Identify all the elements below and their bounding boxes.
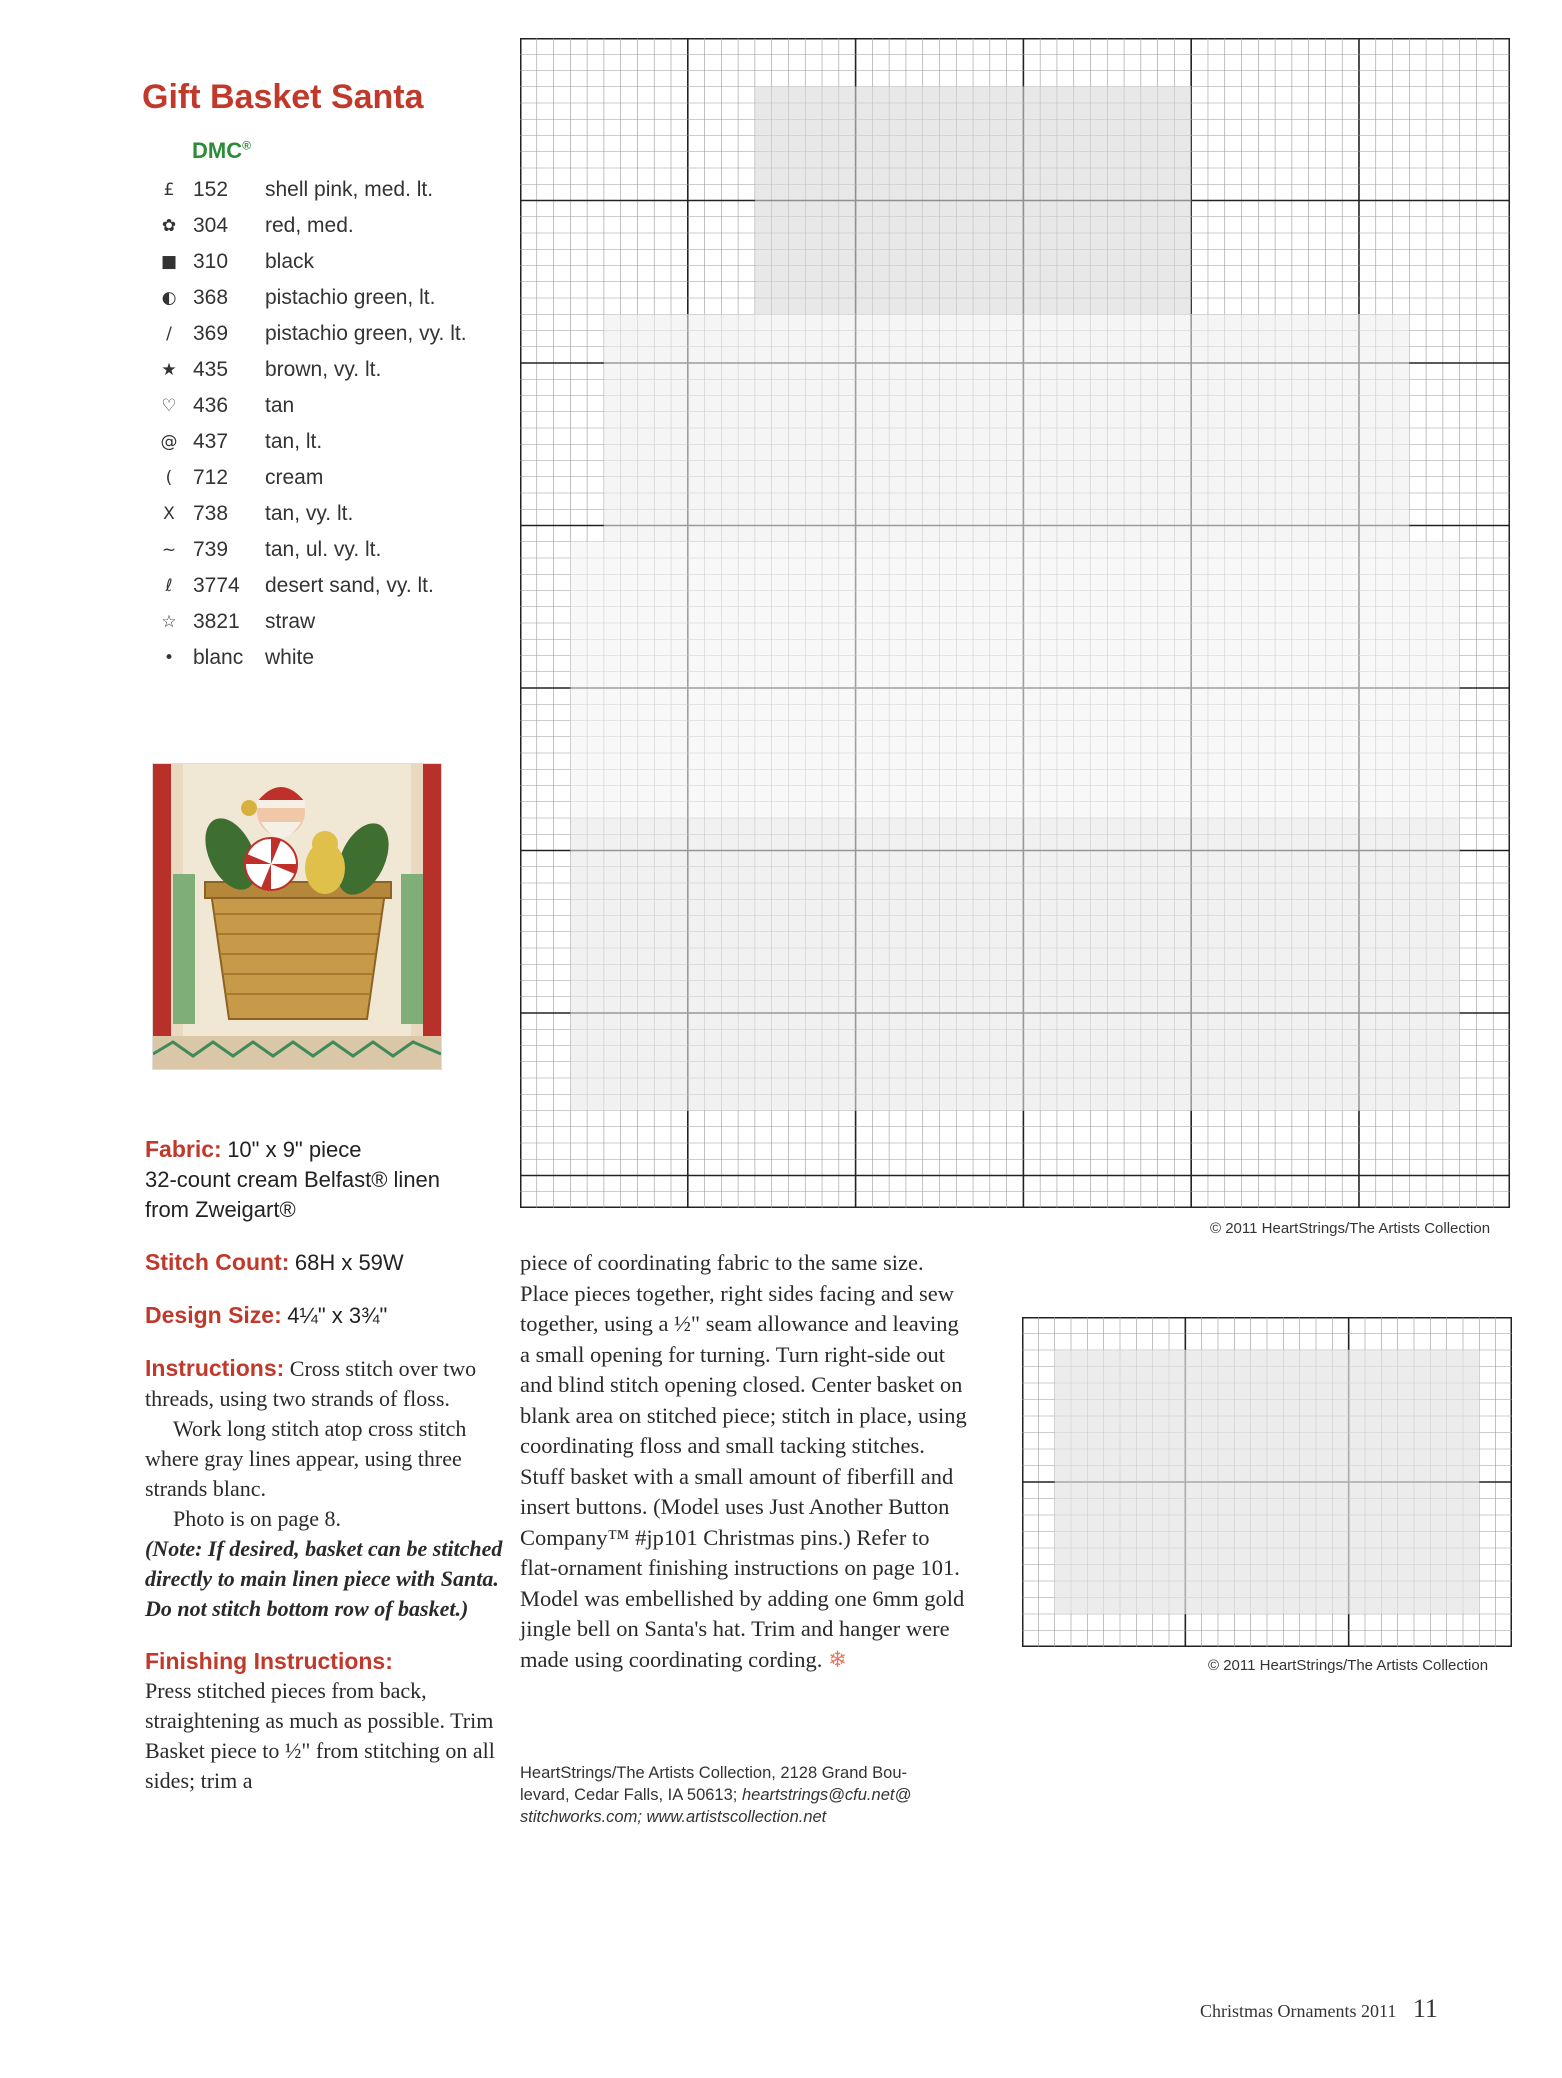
legend-name: tan: [265, 394, 295, 417]
legend-symbol: X: [163, 504, 175, 524]
legend-row: [145, 388, 485, 424]
legend-name: pistachio green, vy. lt.: [265, 322, 467, 345]
fabric-info: [145, 1134, 515, 1225]
color-key: [145, 172, 485, 676]
legend-name: brown, vy. lt.: [265, 358, 382, 381]
legend-number: 368: [193, 286, 229, 309]
legend-name: straw: [265, 610, 316, 633]
legend-number: 712: [193, 466, 229, 489]
legend-symbol: ♡: [161, 396, 177, 416]
stitch-count-value: 68H x 59W: [294, 1250, 404, 1275]
legend-symbol: ✿: [161, 216, 177, 236]
legend-number: 304: [193, 214, 229, 237]
legend-row: [145, 208, 485, 244]
instructions-label: Instructions:: [145, 1355, 285, 1381]
page-title: Gift Basket Santa: [142, 78, 424, 116]
publication-name: Christmas Ornaments 2011: [1200, 2001, 1397, 2021]
finishing-p2: piece of coordinating fabric to the same size. Place pieces together, right sides facing and sew together, using a ½" seam allowance and leaving a small opening for turning. Turn right-side out and blind stitch opening closed. Center basket on blank area on stitched piece; stitch in place, using coordinating floss and small tacking stitches. Stuff basket with a small amount of fiberfill and insert buttons. (Model uses Just Another Button Company™ #jp101 Christmas pins.) Refer to flat-ornament finishing instructions on page 101. Model was embellished by adding one 6mm gold jingle bell on Santa's hat. Trim and hanger were made using coordinating cording.: [520, 1250, 967, 1672]
legend-name: tan, vy. lt.: [265, 502, 354, 525]
legend-number: 152: [193, 178, 229, 201]
finishing-instructions: [145, 1646, 515, 1796]
legend-symbol: £: [163, 180, 175, 200]
fabric-label: Fabric:: [145, 1136, 222, 1162]
legend-row: [145, 460, 485, 496]
legend-symbol: ★: [161, 360, 177, 380]
legend-row: [145, 640, 485, 676]
finishing-continued: [520, 1248, 970, 1675]
design-size-value: 4¼" x 3¾": [287, 1303, 388, 1328]
ornament-photo: [152, 763, 442, 1070]
legend-name: cream: [265, 466, 324, 489]
legend-symbol: •: [163, 648, 175, 668]
instructions-p3: Photo is on page 8.: [173, 1506, 342, 1531]
supplier-address: HeartStrings/The Artists Collection, 2128 Grand Bou- levard, Cedar Falls, IA 50613; heartstrings@cfu.net@ stitchworks.com; www.artistscollection.net: [520, 1764, 912, 1826]
legend-name: shell pink, med. lt.: [265, 178, 434, 201]
design-size: [145, 1300, 515, 1331]
legend-number: 437: [193, 430, 229, 453]
legend-number: 369: [193, 322, 229, 345]
legend-symbol: ■: [160, 252, 178, 272]
legend-row: [145, 604, 485, 640]
legend-row: [145, 244, 485, 280]
legend-symbol: /: [166, 324, 172, 344]
fabric-value: 10" x 9" piece: [227, 1137, 362, 1162]
legend-name: black: [265, 250, 315, 273]
legend-symbol: ☆: [161, 612, 177, 632]
stitch-count: [145, 1247, 515, 1278]
instructions-p1: Cross stitch over two threads, using two strands of floss.: [145, 1356, 477, 1411]
basket-chart-copyright: © 2011 HeartStrings/The Artists Collection: [1208, 1657, 1489, 1674]
legend-row: [145, 280, 485, 316]
instructions: [145, 1353, 515, 1624]
legend-symbol: @: [160, 432, 178, 452]
dmc-heading: DMC®: [192, 138, 251, 163]
legend-number: 3821: [193, 610, 240, 633]
basket-stitch-chart: [1022, 1317, 1512, 1647]
chart-copyright: © 2011 HeartStrings/The Artists Collection: [1210, 1220, 1491, 1237]
legend-number: 738: [193, 502, 229, 525]
stitch-count-label: Stitch Count:: [145, 1249, 290, 1275]
legend-name: red, med.: [265, 214, 354, 237]
page-footer: [1200, 1994, 1438, 2024]
page-number: 11: [1412, 1994, 1438, 2023]
legend-symbol: (: [165, 468, 173, 488]
legend-number: 310: [193, 250, 229, 273]
fabric-line2: 32-count cream Belfast® linen: [145, 1167, 441, 1192]
legend-name: tan, ul. vy. lt.: [265, 538, 382, 561]
instructions-p2: Work long stitch atop cross stitch where gray lines appear, using three strands blanc.: [145, 1416, 467, 1501]
legend-number: 435: [193, 358, 229, 381]
legend-row: [145, 316, 485, 352]
instructions-note: (Note: If desired, basket can be stitched directly to main linen piece with Santa. Do not stitch bottom row of basket.): [145, 1536, 503, 1621]
snowflake-icon: ❄: [828, 1646, 847, 1672]
supplier-website: www.artistscollection.net: [646, 1808, 827, 1826]
legend-name: white: [265, 646, 315, 669]
legend-row: [145, 532, 485, 568]
legend-name: tan, lt.: [265, 430, 323, 453]
legend-row: [145, 496, 485, 532]
supplier-email: heartstrings@cfu.net@: [741, 1786, 912, 1804]
santa-stitch-chart: [520, 38, 1510, 1208]
fabric-line3: from Zweigart®: [145, 1197, 296, 1222]
design-size-label: Design Size:: [145, 1302, 282, 1328]
legend-name: desert sand, vy. lt.: [265, 574, 434, 597]
finishing-label: Finishing Instructions:: [145, 1648, 393, 1674]
legend-symbol: ℓ: [165, 576, 173, 596]
legend-name: pistachio green, lt.: [265, 286, 436, 309]
legend-number: 739: [193, 538, 229, 561]
legend-symbol: ◐: [161, 288, 177, 308]
left-column-text: [145, 1134, 515, 1796]
legend-number: 436: [193, 394, 229, 417]
legend-row: [145, 424, 485, 460]
legend-row: [145, 172, 485, 208]
finishing-p1: Press stitched pieces from back, straightening as much as possible. Trim Basket piece to ½" from stitching on all sides; trim a: [145, 1678, 495, 1793]
legend-number: 3774: [193, 574, 240, 597]
legend-row: [145, 568, 485, 604]
legend-number: blanc: [193, 646, 244, 669]
legend-row: [145, 352, 485, 388]
legend-symbol: ~: [161, 540, 177, 560]
